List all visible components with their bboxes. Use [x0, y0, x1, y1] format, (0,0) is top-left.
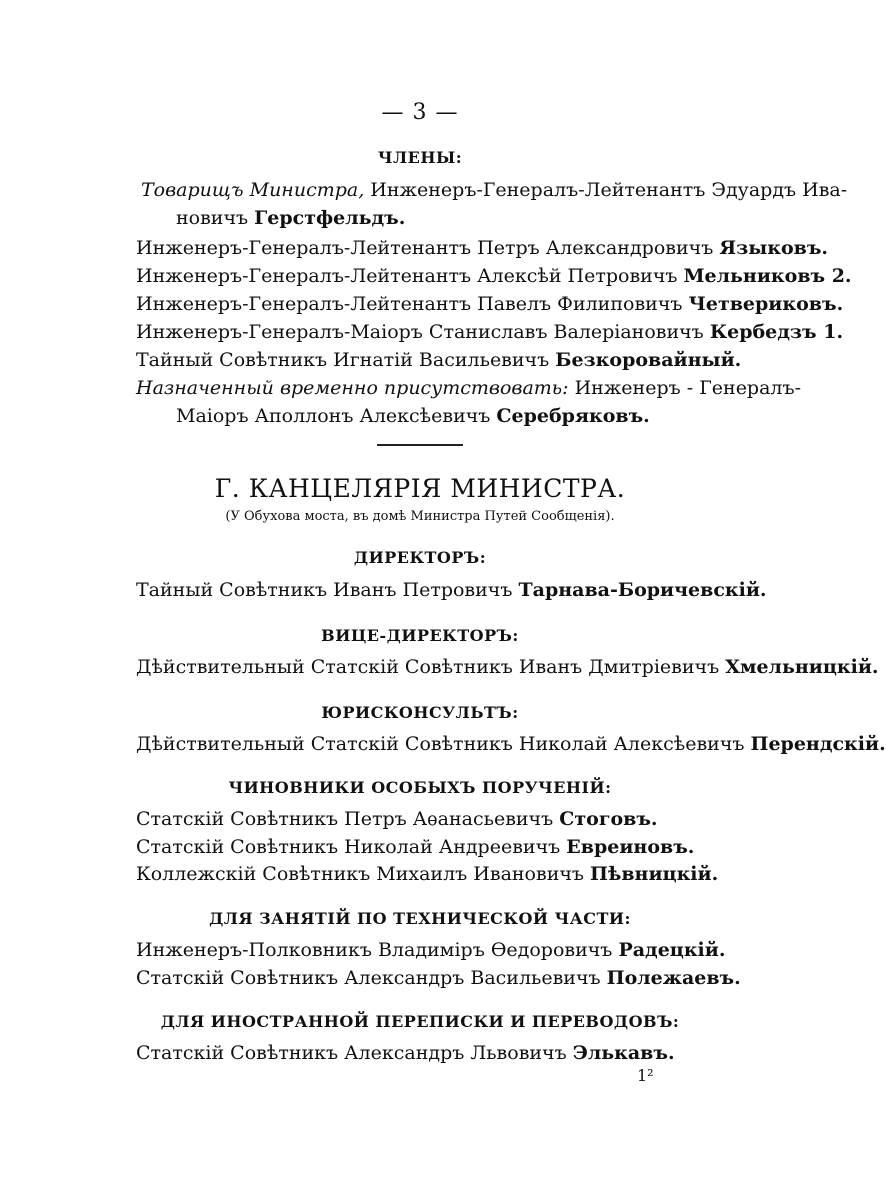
printer-signature-mark: 1²	[637, 1066, 654, 1085]
member-name: Герстфельдъ.	[254, 207, 406, 229]
director-line	[136, 578, 767, 602]
official-name: Тарнава-Боричевскій.	[518, 579, 767, 601]
member-text: Инженеръ-Генералъ-Лейтенантъ Петръ Александровичъ	[136, 237, 720, 259]
members-line-4	[136, 264, 852, 288]
official-text: Дѣйствительный Статскій Совѣтникъ Николай Алексѣевичъ	[136, 733, 751, 755]
official-text: Статскій Совѣтникъ Николай Андреевичъ	[136, 836, 567, 858]
special-assignments-line-2	[136, 835, 694, 859]
official-text: Коллежскій Совѣтникъ Михаилъ Ивановичъ	[136, 863, 591, 885]
members-line-9	[176, 404, 650, 428]
member-name: Мельниковъ 2.	[683, 265, 852, 287]
members-line-8	[136, 376, 801, 400]
director-heading: ДИРЕКТОРЪ:	[353, 548, 487, 567]
member-text: Инженеръ-Генералъ-Лейтенантъ Эдуардъ Ива-	[364, 179, 848, 201]
official-name: Стоговъ.	[559, 808, 658, 830]
member-text: новичъ	[176, 207, 255, 229]
member-name: Кербедзъ 1.	[709, 321, 844, 343]
special-assignments-heading: ЧИНОВНИКИ ОСОБЫХЪ ПОРУЧЕНІЙ:	[228, 778, 612, 797]
member-text: Инженеръ - Генералъ-	[568, 377, 801, 399]
page-number: — 3 —	[381, 100, 459, 125]
foreign-correspondence-heading: ДЛЯ ИНОСТРАННОЙ ПЕРЕПИСКИ И ПЕРЕВОДОВЪ:	[160, 1012, 680, 1031]
members-line-2	[176, 206, 405, 230]
official-name: Евреиновъ.	[566, 836, 695, 858]
official-name: Перендскій.	[750, 733, 886, 755]
members-line-6	[136, 320, 843, 344]
member-name: Языковъ.	[719, 237, 829, 259]
official-text: Статскій Совѣтникъ Александръ Львовичъ	[136, 1042, 573, 1064]
official-text: Статскій Совѣтникъ Александръ Васильевичъ	[136, 967, 607, 989]
members-line-7	[136, 348, 741, 372]
jurisconsult-heading: ЮРИСКОНСУЛЬТЪ:	[321, 703, 519, 722]
official-name: Полежаевъ.	[606, 967, 741, 989]
member-name: Четвериковъ.	[688, 293, 844, 315]
official-name: Радецкій.	[618, 939, 726, 961]
technical-part-line-2	[136, 966, 741, 990]
official-text: Статскій Совѣтникъ Петръ Аѳанасьевичъ	[136, 808, 560, 830]
official-name: Пѣвницкій.	[590, 863, 719, 885]
member-text: Маіоръ Аполлонъ Алексѣевичъ	[176, 405, 497, 427]
section-divider	[377, 444, 463, 446]
member-text: Инженеръ-Генералъ-Маіоръ Станиславъ Валеріановичъ	[136, 321, 710, 343]
member-text: Инженеръ-Генералъ-Лейтенантъ Павелъ Филиповичъ	[136, 293, 689, 315]
members-line-3	[136, 236, 828, 260]
jurisconsult-line	[136, 732, 886, 756]
member-text: Инженеръ-Генералъ-Лейтенантъ Алексѣй Петровичъ	[136, 265, 684, 287]
member-name: Серебряковъ.	[496, 405, 650, 427]
vice-director-heading: ВИЦЕ-ДИРЕКТОРЪ:	[321, 626, 519, 645]
official-name: Хмельницкій.	[725, 656, 879, 678]
special-assignments-line-3	[136, 862, 718, 886]
member-title-italic: Назначенный временно присутствовать:	[136, 377, 569, 399]
chancellery-title: Г. КАНЦЕЛЯРІЯ МИНИСТРА.	[214, 474, 626, 503]
member-name: Безкоровайный.	[555, 349, 742, 371]
member-title-italic: Товарищъ Министра,	[141, 179, 365, 201]
foreign-correspondence-line	[136, 1041, 675, 1065]
members-heading: ЧЛЕНЫ:	[377, 148, 463, 167]
vice-director-line	[136, 655, 879, 679]
member-text: Тайный Совѣтникъ Игнатій Васильевичъ	[136, 349, 556, 371]
technical-part-heading: ДЛЯ ЗАНЯТІЙ ПО ТЕХНИЧЕСКОЙ ЧАСТИ:	[209, 909, 631, 928]
technical-part-line-1	[136, 938, 725, 962]
members-line-5	[136, 292, 843, 316]
official-text: Инженеръ-Полковникъ Владиміръ Ѳедоровичъ	[136, 939, 619, 961]
members-line-1	[141, 178, 847, 202]
chancellery-address: (У Обухова моста, въ домѣ Министра Путей Сообщенія).	[225, 509, 615, 524]
official-text: Дѣйствительный Статскій Совѣтникъ Иванъ Дмитріевичъ	[136, 656, 726, 678]
special-assignments-line-1	[136, 807, 658, 831]
official-name: Элькавъ.	[572, 1042, 675, 1064]
official-text: Тайный Совѣтникъ Иванъ Петровичъ	[136, 579, 519, 601]
